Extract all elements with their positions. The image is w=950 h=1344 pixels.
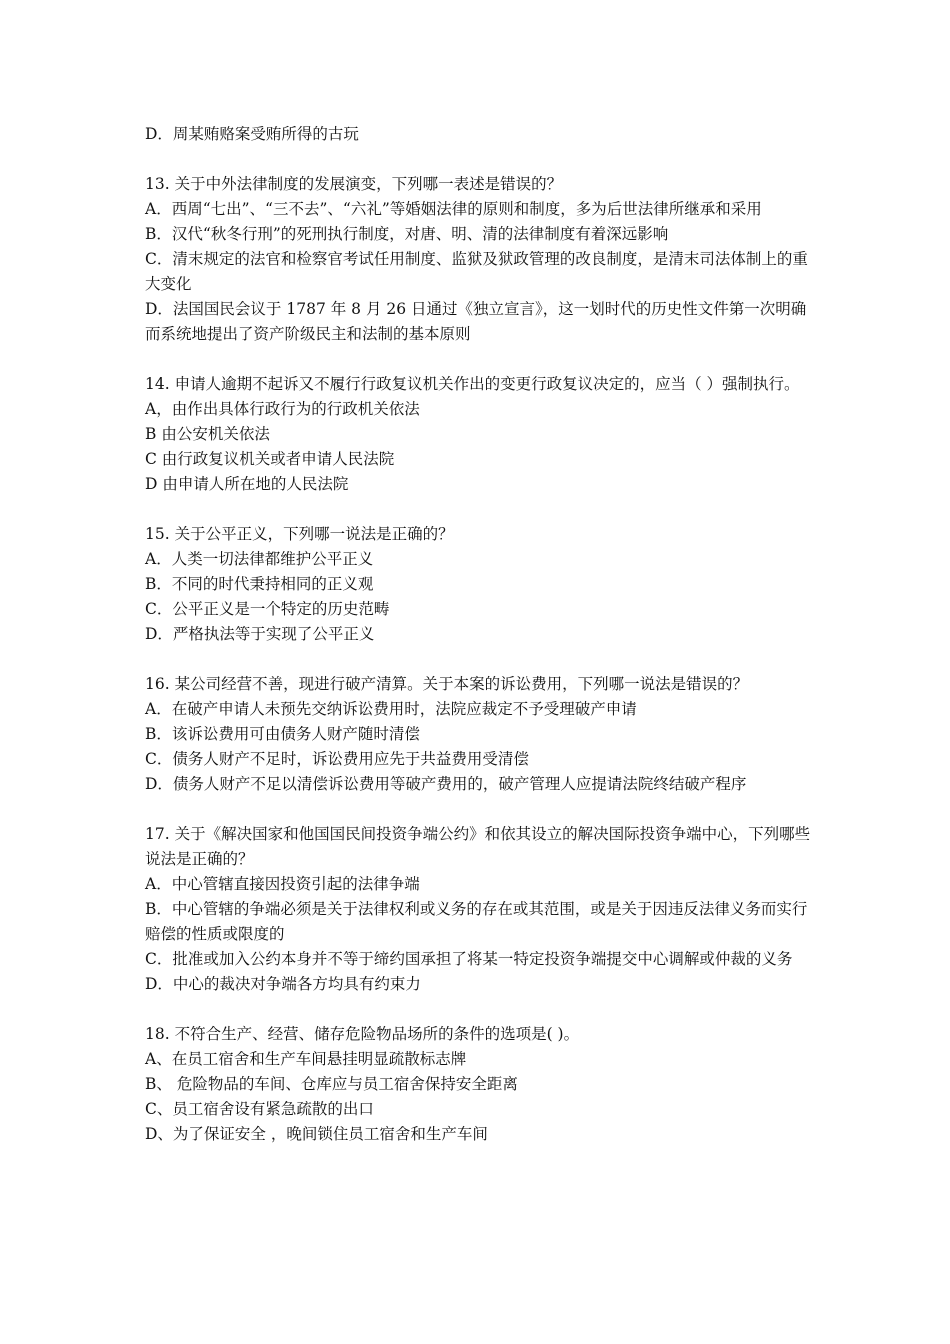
question-17-option-b: B．中心管辖的争端必须是关于法律权利或义务的存在或其范围，或是关于因违反法律义务而实行赔偿的性质或限度的 [145, 900, 808, 943]
question-17-option-a: A．中心管辖直接因投资引起的法律争端 [145, 875, 420, 893]
question-16-stem: 16. 某公司经营不善，现进行破产清算。关于本案的诉讼费用，下列哪一说法是错误的？ [145, 675, 749, 693]
question-14-option-a: A，由作出具体行政行为的行政机关依法 [145, 400, 420, 418]
question-18-option-c: C、员工宿舍设有紧急疏散的出口 [145, 1100, 374, 1118]
question-16-block [145, 672, 813, 797]
question-12-option-d: D．周某贿赂案受贿所得的古玩 [145, 125, 359, 143]
question-13-option-a: A．西周“七出”、“三不去”、“六礼”等婚姻法律的原则和制度，多为后世法律所继承和采用 [145, 200, 762, 218]
question-15-option-c: C．公平正义是一个特定的历史范畴 [145, 600, 390, 618]
question-14-stem: 14. 申请人逾期不起诉又不履行行政复议机关作出的变更行政复议决定的，应当（ ）强制执行。 [145, 375, 800, 393]
question-15-stem: 15. 关于公平正义，下列哪一说法是正确的？ [145, 525, 454, 543]
question-17-option-d: D．中心的裁决对争端各方均具有约束力 [145, 975, 421, 993]
question-13-block [145, 172, 813, 347]
question-18-option-b: B、 危险物品的车间、仓库应与员工宿舍保持安全距离 [145, 1075, 518, 1093]
question-17-stem: 17. 关于《解决国家和他国国民间投资争端公约》和依其设立的解决国际投资争端中心，下列哪些说法是正确的？ [145, 825, 811, 868]
question-16-option-a: A．在破产申请人未预先交纳诉讼费用时，法院应裁定不予受理破产申请 [145, 700, 637, 718]
question-16-option-c: C．债务人财产不足时，诉讼费用应先于共益费用受清偿 [145, 750, 529, 768]
document-page [145, 122, 813, 1147]
question-15-block [145, 522, 813, 647]
question-18-stem: 18. 不符合生产、经营、储存危险物品场所的条件的选项是( )。 [145, 1025, 580, 1043]
question-17-option-c: C．批准或加入公约本身并不等于缔约国承担了将某一特定投资争端提交中心调解或仲裁的义务 [145, 950, 793, 968]
question-18-block [145, 1022, 813, 1147]
question-14-option-d: D 由申请人所在地的人民法院 [145, 475, 349, 493]
question-13-option-b: B．汉代“秋冬行刑”的死刑执行制度，对唐、明、清的法律制度有着深远影响 [145, 225, 669, 243]
question-13-stem: 13. 关于中外法律制度的发展演变，下列哪一表述是错误的？ [145, 175, 563, 193]
question-16-option-b: B．该诉讼费用可由债务人财产随时清偿 [145, 725, 420, 743]
question-14-option-b: B 由公安机关依法 [145, 425, 270, 443]
question-16-option-d: D．债务人财产不足以清偿诉讼费用等破产费用的，破产管理人应提请法院终结破产程序 [145, 775, 747, 793]
question-18-option-d: D、为了保证安全 ，晚间锁住员工宿舍和生产车间 [145, 1125, 488, 1143]
question-18-option-a: A、在员工宿舍和生产车间悬挂明显疏散标志牌 [145, 1050, 467, 1068]
paragraph-gap [145, 797, 813, 822]
paragraph-gap [145, 497, 813, 522]
question-13-option-c: C．清末规定的法官和检察官考试任用制度、监狱及狱政管理的改良制度，是清末司法体制上的重大变化 [145, 250, 808, 293]
question-15-option-b: B．不同的时代秉持相同的正义观 [145, 575, 374, 593]
paragraph-gap [145, 147, 813, 172]
question-15-option-a: A．人类一切法律都维护公平正义 [145, 550, 374, 568]
question-17-block [145, 822, 813, 997]
paragraph-gap [145, 347, 813, 372]
question-14-block [145, 372, 813, 497]
paragraph-gap [145, 647, 813, 672]
paragraph-gap [145, 997, 813, 1022]
question-13-option-d: D．法国国民会议于 1787 年 8 月 26 日通过《独立宣言》，这一划时代的历史性文件第一次明确而系统地提出了资产阶级民主和法制的基本原则 [145, 300, 807, 343]
question-15-option-d: D．严格执法等于实现了公平正义 [145, 625, 375, 643]
question-14-option-c: C 由行政复议机关或者申请人民法院 [145, 450, 395, 468]
